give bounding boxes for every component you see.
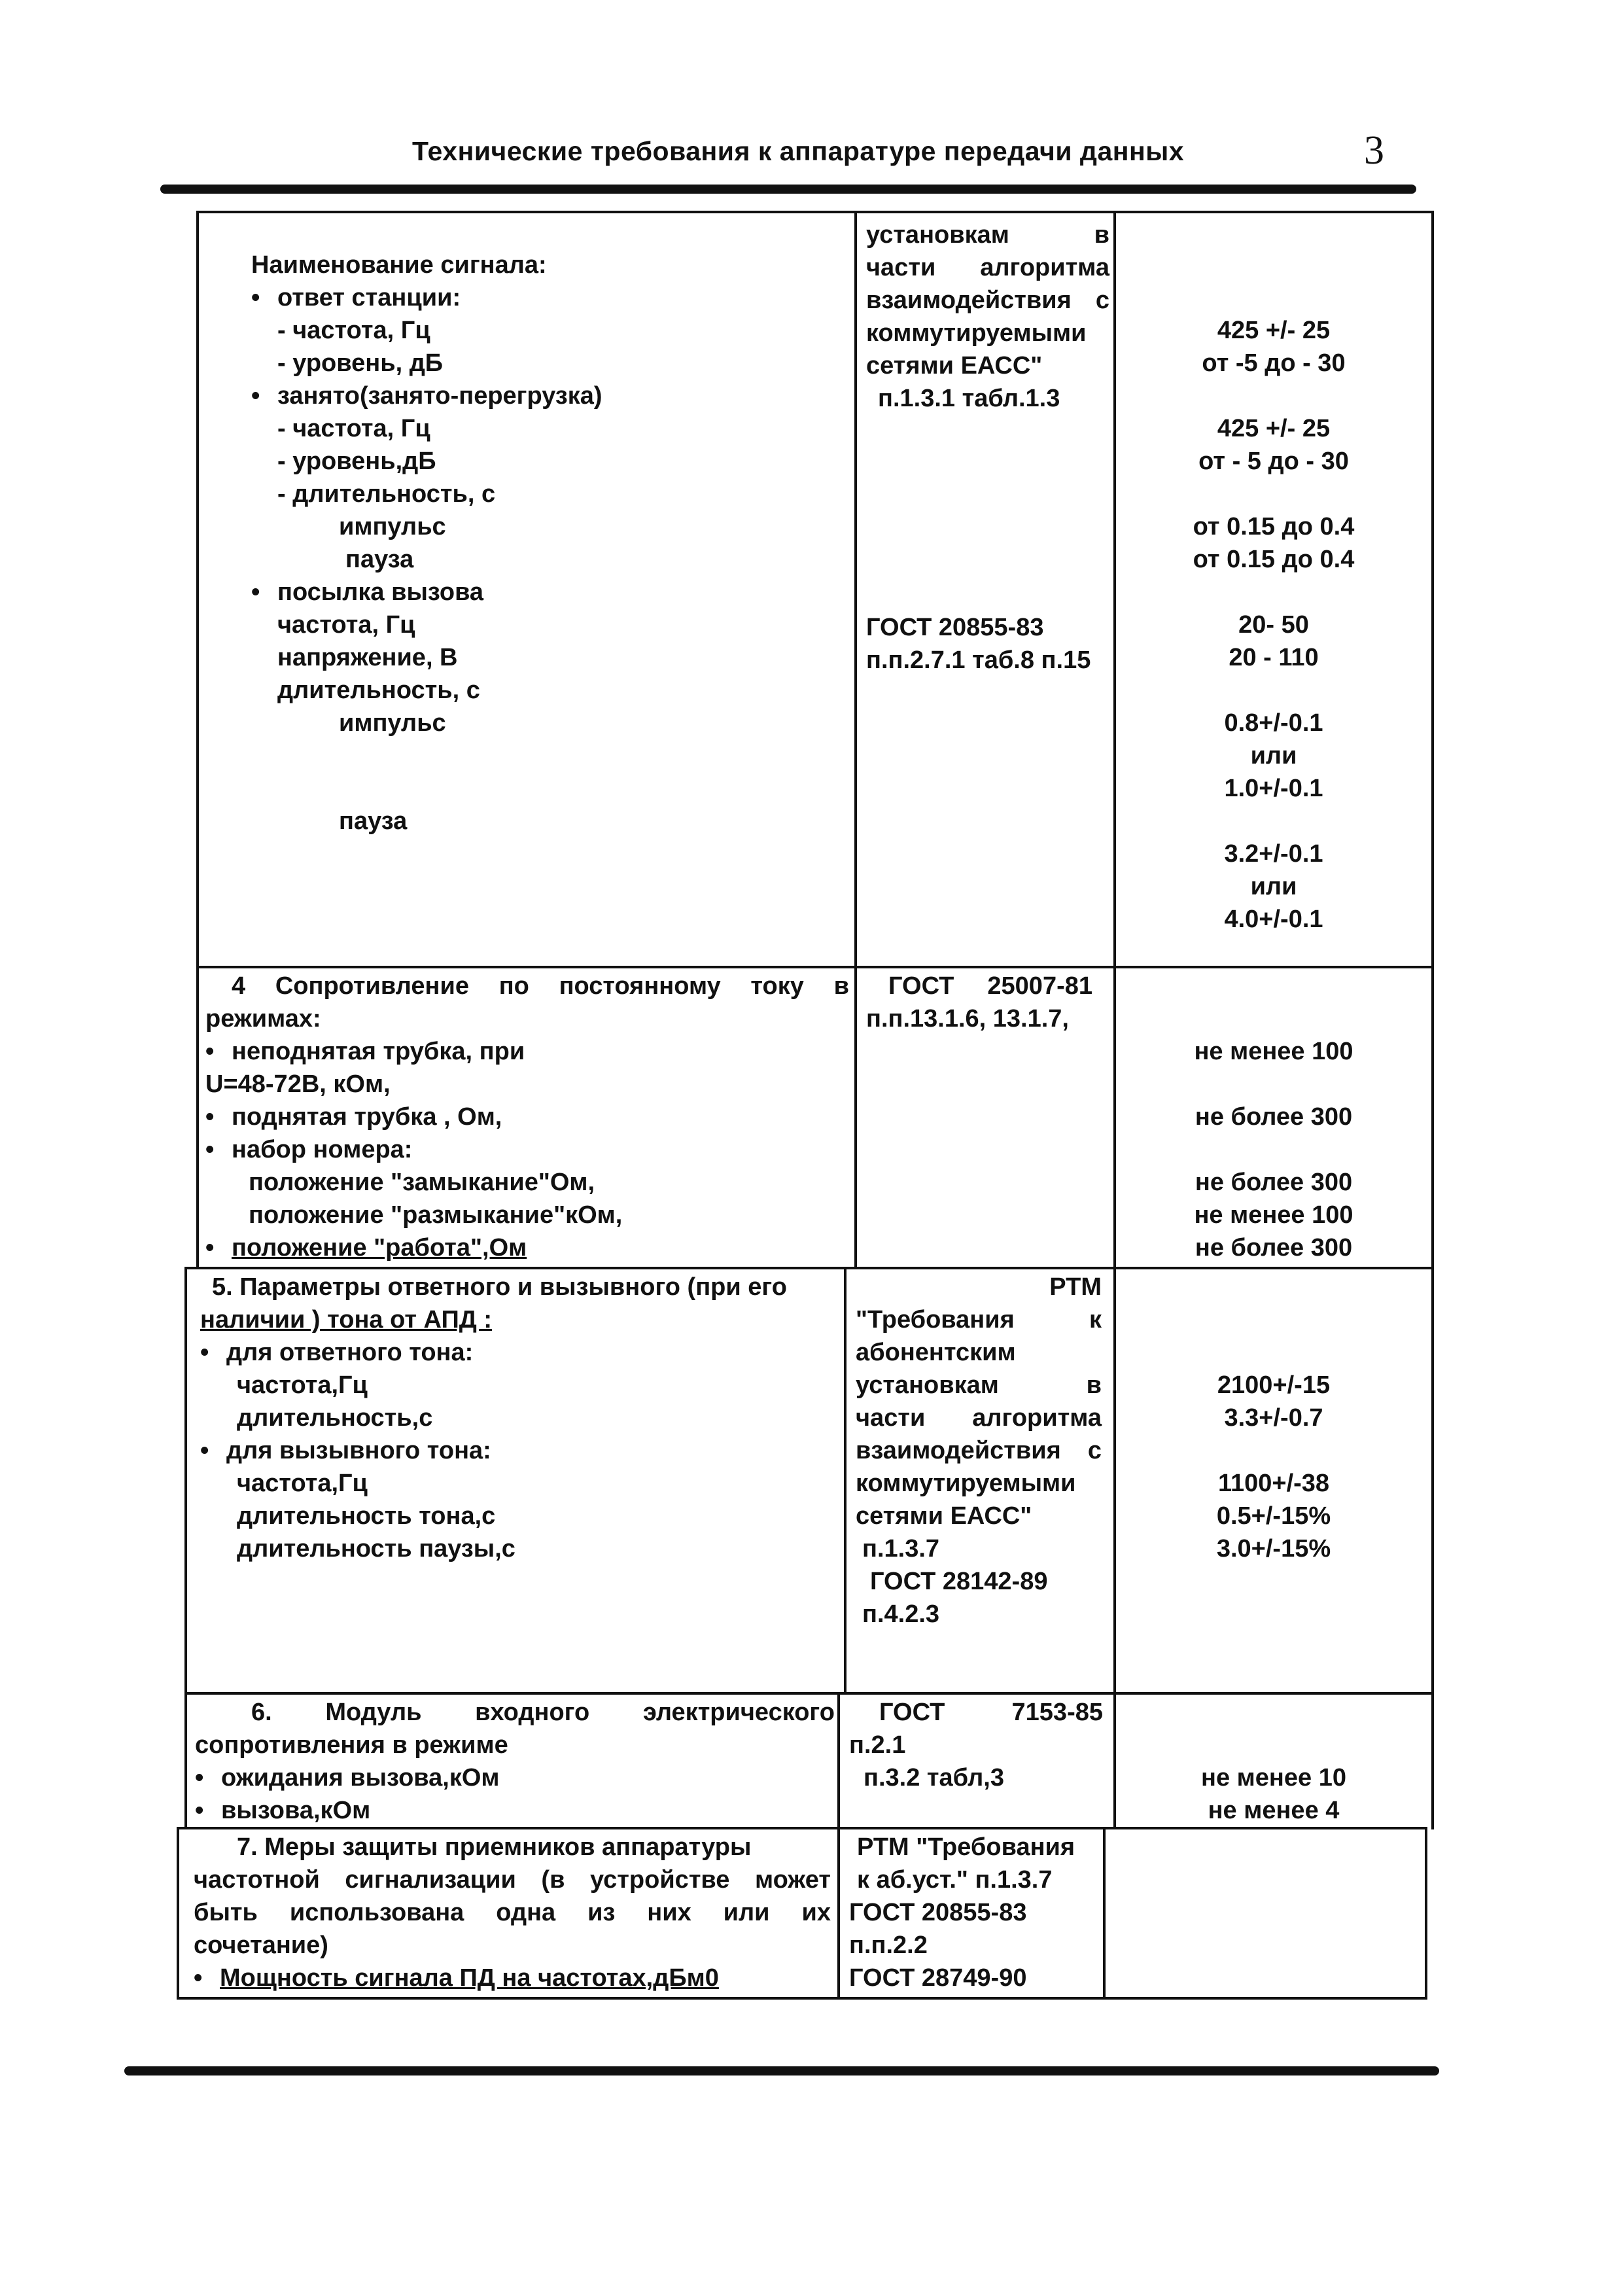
row6-name-line1: 6. Модуль входного электрического: [251, 1699, 835, 1726]
row7-name-cell: [177, 1827, 840, 2000]
row7-ref-cell: [837, 1827, 1113, 2000]
row3-val-answer-freq: 425 +/- 25: [1217, 317, 1331, 344]
row7-ref-line2: к аб.уст." п.1.3.7: [857, 1866, 1053, 1894]
row6-name-line3: • ожидания вызова,кОм: [195, 1764, 500, 1792]
row4-val-3: не более 300: [1195, 1169, 1353, 1196]
row3-val-busy-level: от - 5 до - 30: [1198, 448, 1349, 475]
row3-val-ring-pause-b: 4.0+/-0.1: [1224, 906, 1323, 933]
row7-value-cell: [1103, 1827, 1427, 2000]
row3-busy-level: - уровень,дБ: [277, 448, 436, 475]
row4-name-line6: • набор номера:: [205, 1136, 413, 1163]
row6-val-2: не менее 4: [1208, 1797, 1340, 1824]
row6-value-cell: [1113, 1692, 1434, 1829]
row7-ref-line5: ГОСТ 28749-90: [849, 1964, 1027, 1992]
row5-name-line5: длительность,с: [237, 1404, 433, 1432]
row5-ref-line3: абонентским: [856, 1339, 1016, 1366]
row4-name-line2: режимах:: [205, 1005, 321, 1033]
row5-ref-line7: коммутируемыми: [856, 1470, 1076, 1497]
row4-name-line7: положение "замыкание"Ом,: [249, 1169, 595, 1196]
row3-ring-freq: частота, Гц: [277, 611, 415, 639]
row4-val-5: не более 300: [1195, 1234, 1353, 1262]
row3-val-ring-pause-a: 3.2+/-0.1: [1224, 840, 1323, 868]
row5-ref-line9: п.1.3.7: [862, 1535, 940, 1563]
row5-name-line1: 5. Параметры ответного и вызывного (при его: [212, 1273, 787, 1301]
row6-name-cell: [184, 1692, 844, 1829]
row4-name-line1: 4 Сопротивление по постоянному току в: [232, 972, 849, 1000]
row3-ref-line7: ГОСТ 20855-83: [866, 614, 1044, 641]
row3-busy-freq: - частота, Гц: [277, 415, 430, 442]
row4-name-line8: положение "размыкание"кОм,: [249, 1201, 623, 1229]
row4-ref-line1: ГОСТ 25007-81: [888, 972, 1092, 1000]
row3-answer-item: • ответ станции:: [251, 284, 461, 311]
row5-name-line8: длительность тона,с: [237, 1502, 496, 1530]
row5-name-line9: длительность паузы,с: [237, 1535, 515, 1563]
row3-val-ring-freq: 20- 50: [1238, 611, 1309, 639]
row7-name-line3: быть использована одна из них или их: [194, 1899, 831, 1926]
row5-name-line4: частота,Гц: [237, 1371, 368, 1399]
row5-val-2: 3.3+/-0.7: [1224, 1404, 1323, 1432]
row4-name-line4: U=48-72В, кОм,: [205, 1070, 391, 1098]
row4-name-line3: • неподнятая трубка, при: [205, 1038, 525, 1065]
row3-busy-pulse: импульс: [339, 513, 446, 540]
row3-answer-freq: - частота, Гц: [277, 317, 430, 344]
row6-ref-line1: ГОСТ 7153-85: [879, 1699, 1103, 1726]
row3-val-ring-pulse-a: 0.8+/-0.1: [1224, 709, 1323, 737]
page-number: 3: [1364, 128, 1384, 173]
header-rule: [160, 185, 1416, 194]
row3-ref-line8: п.п.2.7.1 таб.8 п.15: [866, 646, 1091, 674]
row3-ref-line6: п.1.3.1 табл.1.3: [878, 385, 1060, 412]
row3-val-ring-voltage: 20 - 110: [1229, 644, 1319, 671]
row4-ref-cell: [854, 966, 1113, 1269]
row6-val-1: не менее 10: [1201, 1764, 1346, 1792]
row3-ref-line5: сетями ЕАСС": [866, 352, 1043, 380]
row6-ref-line3: п.3.2 табл,3: [864, 1764, 1004, 1792]
row6-name-line2: сопротивления в режиме: [195, 1731, 508, 1759]
row5-val-1: 2100+/-15: [1217, 1371, 1331, 1399]
row3-val-answer-level: от -5 до - 30: [1202, 349, 1346, 377]
row3-busy-pause: пауза: [345, 546, 414, 573]
row3-ring-item: • посылка вызова: [251, 578, 484, 606]
row3-ring-duration: длительность, с: [277, 677, 480, 704]
row3-val-ring-pulse-or: или: [1250, 742, 1297, 769]
row4-val-2: не более 300: [1195, 1103, 1353, 1131]
row7-name-line4: сочетание): [194, 1932, 328, 1959]
row7-ref-line3: ГОСТ 20855-83: [849, 1899, 1027, 1926]
row4-value-cell: [1113, 966, 1434, 1269]
row5-val-4: 0.5+/-15%: [1216, 1502, 1331, 1530]
row7-ref-line1: РТМ "Требования: [857, 1833, 1075, 1861]
row5-name-line7: частота,Гц: [237, 1470, 368, 1497]
row3-ref-line2: части алгоритма: [866, 254, 1109, 281]
row3-heading: Наименование сигнала:: [251, 251, 547, 279]
row5-value-cell: [1113, 1267, 1434, 1695]
row6-name-line4: • вызова,кОм: [195, 1797, 371, 1824]
row7-name-line1: 7. Меры защиты приемников аппаратуры: [237, 1833, 752, 1861]
row3-ring-voltage: напряжение, В: [277, 644, 458, 671]
row3-answer-level: - уровень, дБ: [277, 349, 444, 377]
row3-val-ring-pause-or: или: [1250, 873, 1297, 900]
row5-ref-line8: сетями ЕАСС": [856, 1502, 1032, 1530]
row4-name-cell: [196, 966, 857, 1269]
row5-val-5: 3.0+/-15%: [1216, 1535, 1331, 1563]
row3-ring-pause: пауза: [339, 807, 408, 835]
row5-name-line3: • для ответного тона:: [200, 1339, 474, 1366]
row4-ref-line2: п.п.13.1.6, 13.1.7,: [866, 1005, 1069, 1033]
footer-rule: [124, 2066, 1439, 2075]
row5-val-3: 1100+/-38: [1217, 1470, 1330, 1497]
row3-val-busy-freq: 425 +/- 25: [1217, 415, 1331, 442]
row5-ref-cell: [844, 1267, 1113, 1695]
row7-name-line5: • Мощность сигнала ПД на частотах,дБм0: [194, 1964, 719, 1992]
row5-name-line2: наличии ) тона от АПД :: [200, 1306, 493, 1333]
row4-name-line9: • положение "работа",Ом: [205, 1234, 527, 1262]
row3-value-cell: [1113, 211, 1434, 968]
row5-name-line6: • для вызывного тона:: [200, 1437, 491, 1464]
row3-ref-cell: [854, 211, 1116, 968]
row6-ref-line2: п.2.1: [849, 1731, 906, 1759]
row5-ref-line6: взаимодействия с: [856, 1437, 1102, 1464]
row5-name-cell: [184, 1267, 854, 1695]
row3-busy-item: • занято(занято-перегрузка): [251, 382, 602, 410]
row3-ref-line4: коммутируемыми: [866, 319, 1087, 347]
row5-ref-line2: "Требования к: [856, 1306, 1102, 1333]
row3-ref-line1: установкам в: [866, 221, 1109, 249]
row5-ref-line5: части алгоритма: [856, 1404, 1102, 1432]
row6-ref-cell: [837, 1692, 1113, 1829]
row3-ref-line3: взаимодействия с: [866, 287, 1109, 314]
row3-busy-duration: - длительность, с: [277, 480, 496, 508]
row3-val-ring-pulse-b: 1.0+/-0.1: [1224, 775, 1323, 802]
row7-name-line2: частотной сигнализации (в устройстве может: [194, 1866, 831, 1894]
page-header-title: Технические требования к аппаратуре передачи данных: [412, 136, 1185, 166]
row3-ring-pulse: импульс: [339, 709, 446, 737]
row4-val-1: не менее 100: [1194, 1038, 1353, 1065]
row5-ref-line10: ГОСТ 28142-89: [870, 1568, 1048, 1595]
row3-val-busy-pulse: от 0.15 до 0.4: [1193, 513, 1355, 540]
row4-val-4: не менее 100: [1194, 1201, 1353, 1229]
row5-ref-line1: РТМ: [1049, 1273, 1102, 1301]
row3-name-cell: [196, 211, 857, 968]
row3-val-busy-pause: от 0.15 до 0.4: [1193, 546, 1355, 573]
row5-ref-line11: п.4.2.3: [862, 1600, 940, 1628]
row5-ref-line4: установкам в: [856, 1371, 1102, 1399]
row4-name-line5: • поднятая трубка , Ом,: [205, 1103, 502, 1131]
row7-ref-line4: п.п.2.2: [849, 1932, 928, 1959]
